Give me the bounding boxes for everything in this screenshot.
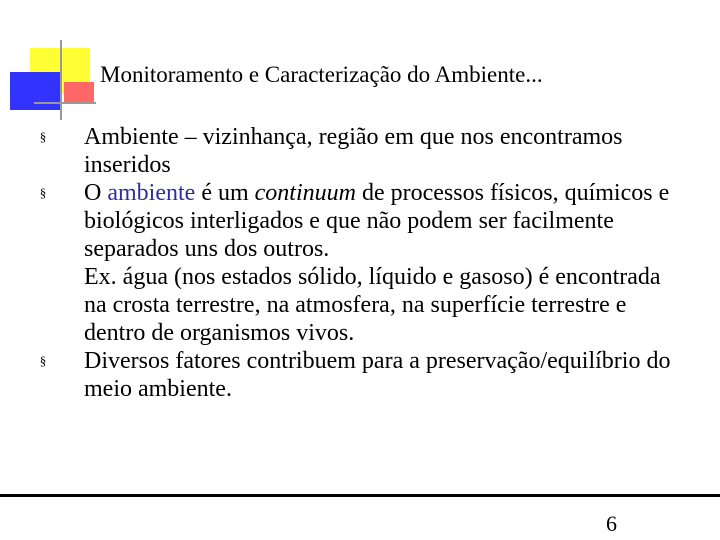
- logo-blue-block: [10, 72, 62, 110]
- bullet-icon: §: [39, 129, 47, 144]
- bullet-text-3: Diversos fatores contribuem para a preservação/equilíbrio do meio ambiente.: [84, 348, 671, 402]
- page-number: 6: [606, 511, 617, 536]
- logo-red-block: [64, 82, 94, 104]
- bullet-text-1: Ambiente – vizinhança, região em que nos encontramos inseridos: [84, 124, 623, 178]
- bullet-text-2-pre: O: [84, 180, 108, 206]
- bullet-text-2-post: de processos físicos, químicos e biológicos interligados e que não podem ser facilmente separados uns dos outros.: [84, 180, 670, 262]
- bullet-text-2-mid: é um: [195, 180, 255, 206]
- bullet-item-2-example: [36, 263, 676, 347]
- slide-title: Monitoramento e Caracterização do Ambiente...: [100, 62, 543, 87]
- logo-horizontal-line: [34, 102, 96, 104]
- bullet-item-3: [36, 347, 676, 403]
- bullet-item-1: [36, 123, 676, 179]
- bullet-list: [36, 123, 676, 403]
- logo-vertical-line: [60, 40, 62, 120]
- footer-divider: [0, 494, 720, 497]
- bullet-text-2-highlight: ambiente: [107, 180, 196, 206]
- bullet-icon: §: [39, 353, 47, 368]
- bullet-item-2: [36, 179, 676, 263]
- bullet-text-2-example: Ex. água (nos estados sólido, líquido e gasoso) é encontrada na crosta terrestre, na atmosfera, na superfície terrestre e dentro de organismos vivos.: [84, 264, 661, 346]
- bullet-text-2-italic: continuum: [254, 180, 356, 206]
- bullet-icon: §: [39, 185, 47, 200]
